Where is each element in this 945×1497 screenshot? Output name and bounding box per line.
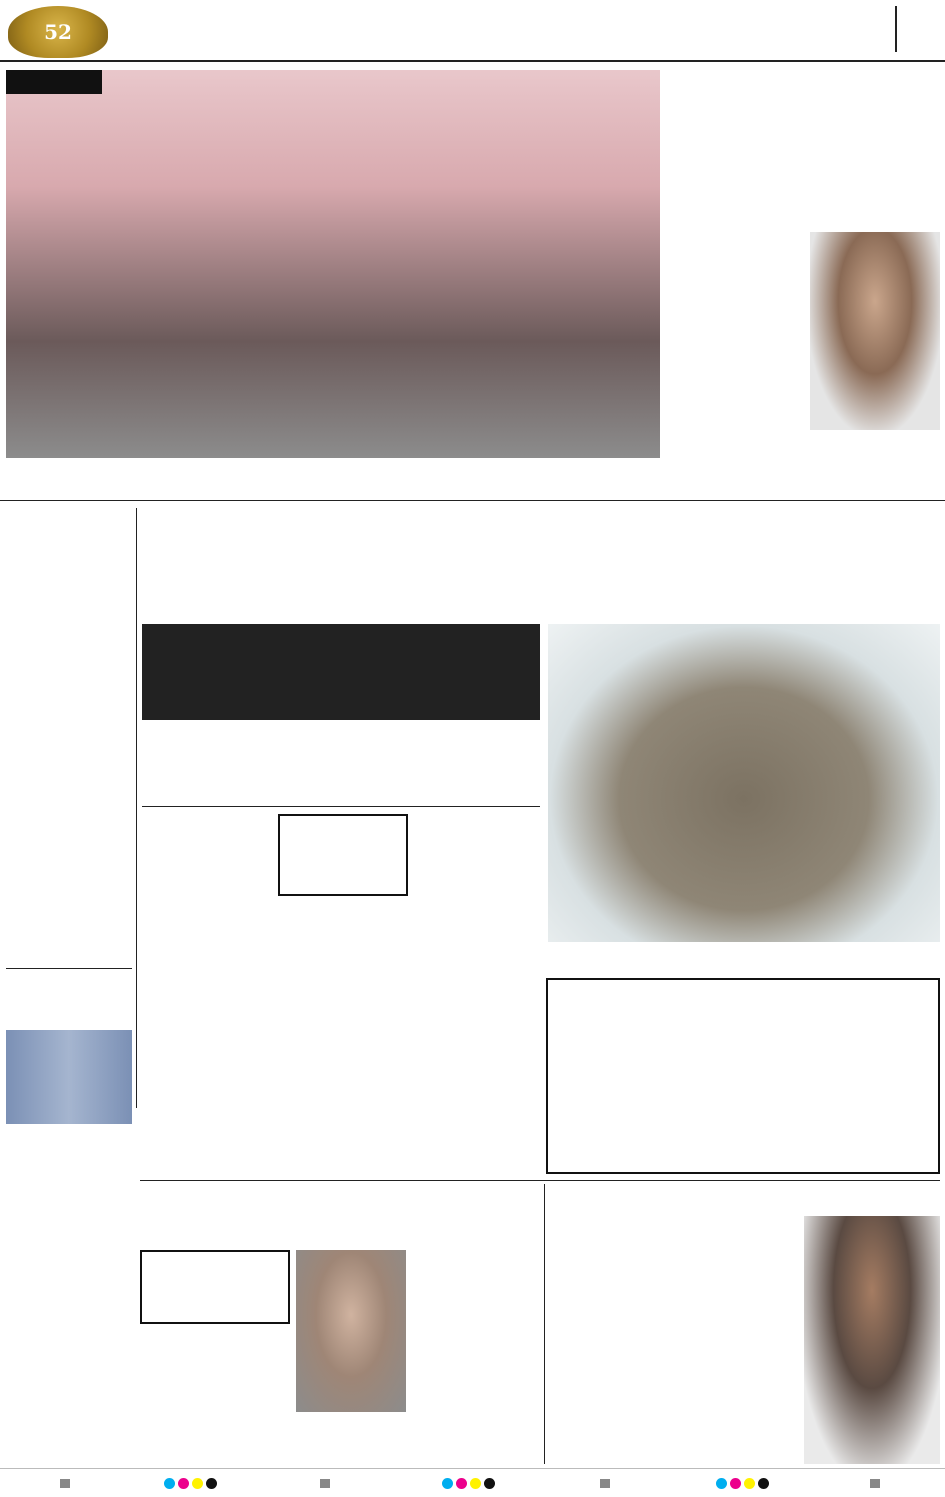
lower-divider [140, 1180, 940, 1181]
logo-years: 52 [44, 20, 72, 44]
epstein-boxed-headline [140, 1250, 290, 1324]
oscars-headline [672, 70, 940, 152]
oscars-body-right [810, 160, 940, 230]
lead-photo [6, 70, 660, 458]
registration-dot-cyan [716, 1478, 727, 1489]
section-divider [0, 500, 945, 501]
congress-body [552, 1036, 934, 1170]
registration-dot-black [758, 1478, 769, 1489]
congress-headline [552, 982, 934, 1016]
registration-bar [320, 1479, 330, 1488]
main-headline [142, 510, 940, 616]
registration-dot-yellow [192, 1478, 203, 1489]
column-rule [136, 508, 137, 1108]
page-number [895, 6, 940, 52]
epstein-headline [140, 1184, 540, 1246]
registration-dot-black [206, 1478, 217, 1489]
registration-dot-yellow [744, 1478, 755, 1489]
main-subhead [142, 624, 540, 720]
side-story-body [6, 626, 132, 964]
registration-dot-black [484, 1478, 495, 1489]
main-body-col2 [278, 900, 408, 1108]
registration-bar [600, 1479, 610, 1488]
main-summary [142, 724, 540, 802]
photo-tag [6, 70, 102, 94]
epstein-body [410, 1250, 540, 1462]
epstein-photo-caption [296, 1414, 406, 1428]
un-boxed-headline [278, 814, 408, 896]
summary-rule [142, 806, 540, 807]
epstein-photo [296, 1250, 406, 1412]
main-photo-caption [548, 946, 940, 974]
registration-dot-yellow [470, 1478, 481, 1489]
registration-bar [870, 1479, 880, 1488]
budget-rule [544, 1184, 545, 1464]
pilots-photo [6, 1030, 132, 1124]
airforce-headline [6, 974, 132, 1024]
airforce-body [6, 1144, 132, 1462]
priyanka-chopra-photo [810, 232, 940, 430]
oscars-body [672, 176, 804, 496]
airforce-rule [6, 968, 132, 969]
section-title [590, 6, 890, 52]
main-photo [548, 624, 940, 942]
registration-dot-magenta [456, 1478, 467, 1489]
newspaper-logo [8, 6, 108, 58]
registration-dot-cyan [164, 1478, 175, 1489]
budget-headline [552, 1188, 838, 1228]
registration-dot-cyan [442, 1478, 453, 1489]
registration-strip [0, 1468, 945, 1497]
main-body-col3 [414, 814, 542, 1108]
budget-body [552, 1252, 800, 1462]
registration-bar [60, 1479, 70, 1488]
registration-dot-magenta [730, 1478, 741, 1489]
main-body-col1 [142, 830, 272, 1108]
side-story-headline [6, 510, 130, 582]
masthead-rule [0, 60, 945, 62]
budget-photo [804, 1216, 940, 1464]
lead-photo-caption [6, 462, 660, 492]
registration-dot-magenta [178, 1478, 189, 1489]
